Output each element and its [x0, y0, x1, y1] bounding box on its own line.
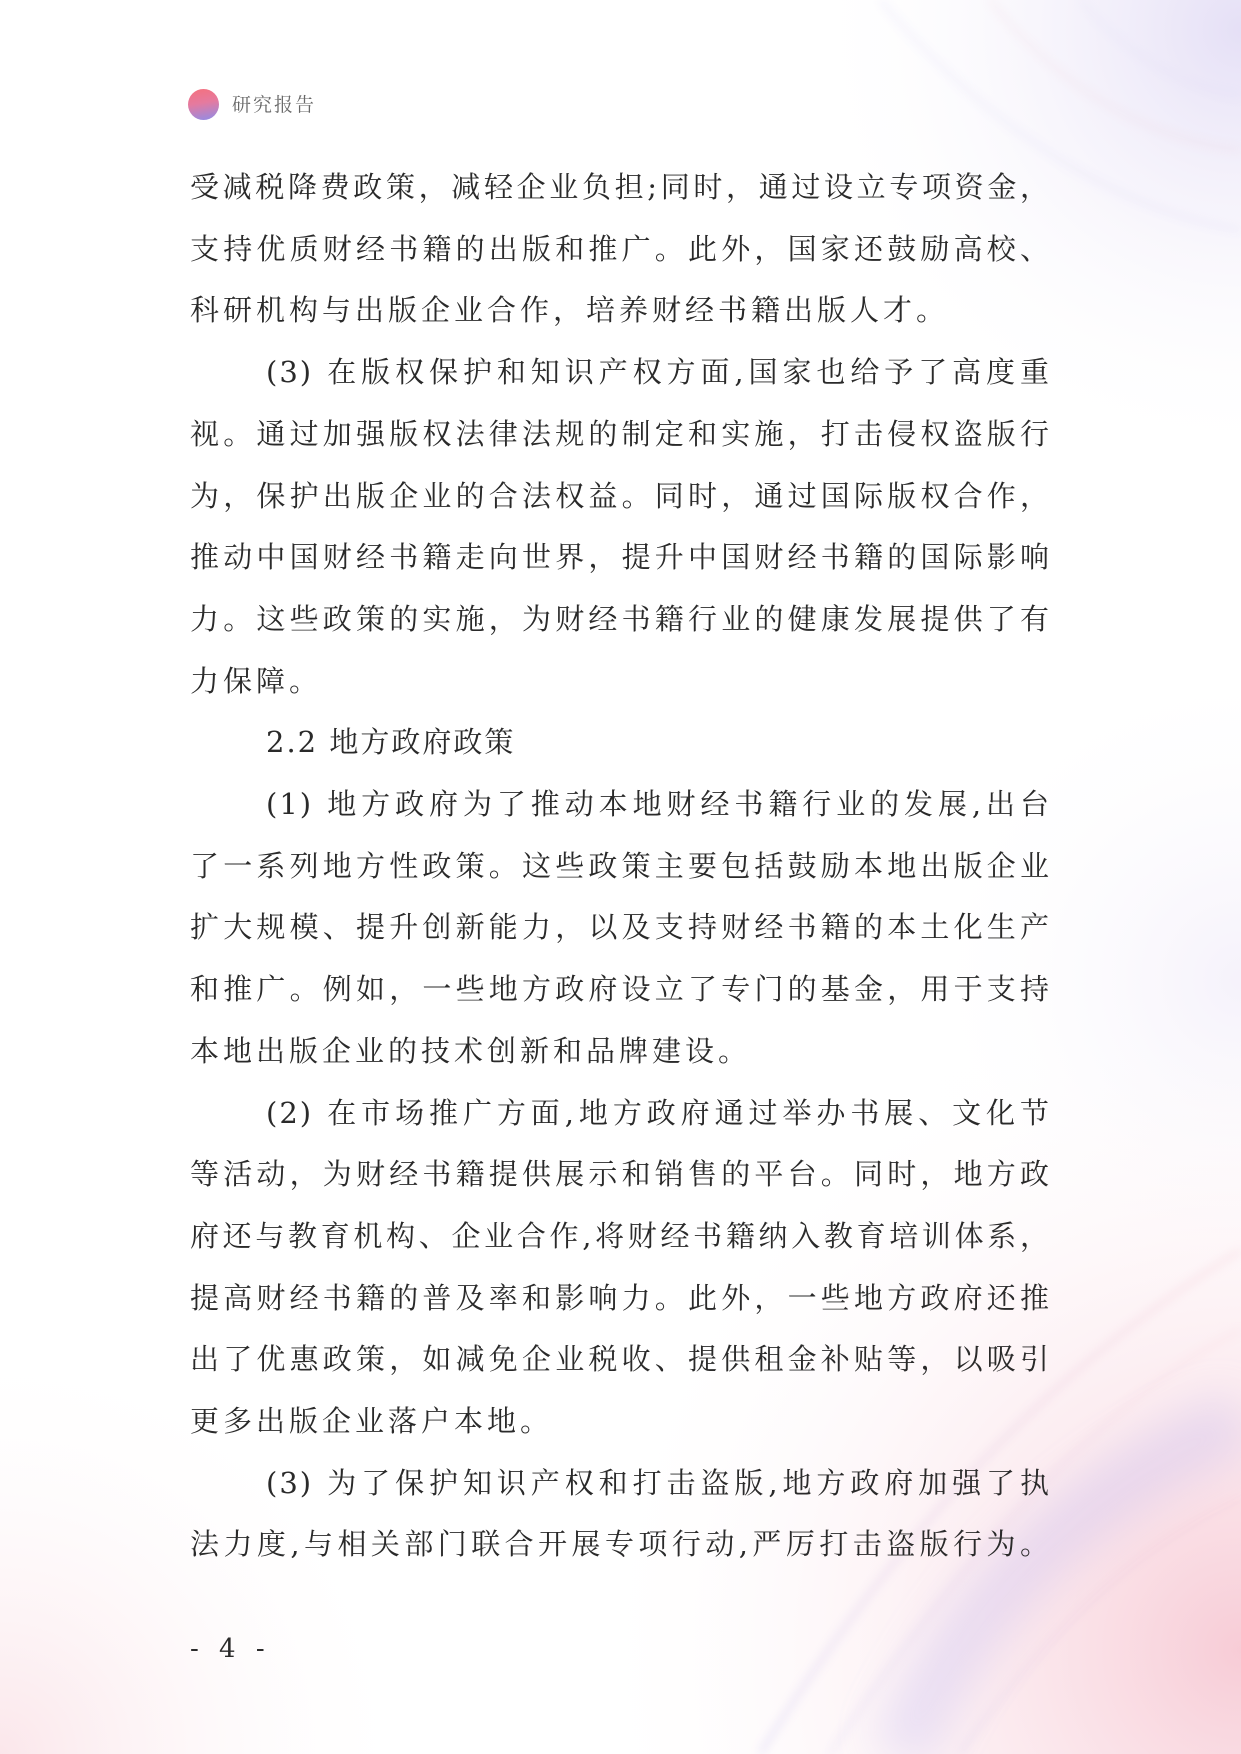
text-line: 为，保护出版企业的合法权益。同时，通过国际版权合作，: [190, 478, 1051, 513]
text-line: 法力度,与相关部门联合开展专项行动,严厉打击盗版行为。: [190, 1527, 1051, 1562]
text-line: 和推广。例如，一些地方政府设立了专门的基金，用于支持: [190, 972, 1051, 1007]
page-body: [190, 157, 1051, 1576]
text-line: 出了优惠政策，如减免企业税收、提供租金补贴等，以吸引: [190, 1342, 1051, 1377]
text-line: 力。这些政策的实施，为财经书籍行业的健康发展提供了有: [190, 601, 1051, 636]
text-line: 了一系列地方性政策。这些政策主要包括鼓励本地出版企业: [190, 848, 1051, 883]
text-line: 科研机构与出版企业合作，培养财经书籍出版人才。: [190, 293, 950, 328]
text-line: 视。通过加强版权法律法规的制定和实施，打击侵权盗版行: [190, 416, 1051, 451]
paragraph: [190, 1453, 1051, 1576]
page-number: - 4 -: [190, 1634, 271, 1664]
paragraph: [190, 1083, 1051, 1453]
paragraph: [190, 157, 1051, 342]
text-line: 受减税降费政策，减轻企业负担;同时，通过设立专项资金，: [190, 170, 1051, 204]
text-line: (1) 地方政府为了推动本地财经书籍行业的发展,出台: [266, 787, 1051, 822]
report-logo-icon: [188, 89, 219, 120]
text-line: 力保障。: [190, 663, 323, 698]
text-line: 等活动，为财经书籍提供展示和销售的平台。同时，地方政: [190, 1157, 1051, 1192]
header-label: 研究报告: [232, 94, 317, 116]
text-line: 推动中国财经书籍走向世界，提升中国财经书籍的国际影响: [190, 540, 1051, 575]
text-line: (3) 在版权保护和知识产权方面,国家也给予了高度重: [266, 355, 1051, 390]
text-line: 支持优质财经书籍的出版和推广。此外，国家还鼓励高校、: [190, 231, 1051, 266]
text-line: (3) 为了保护知识产权和打击盗版,地方政府加强了执: [266, 1465, 1051, 1500]
text-line: 扩大规模、提升创新能力，以及支持财经书籍的本土化生产: [190, 910, 1051, 945]
paragraph: [190, 774, 1051, 1083]
text-line: (2) 在市场推广方面,地方政府通过举办书展、文化节: [266, 1095, 1051, 1130]
text-line: 本地出版企业的技术创新和品牌建设。: [190, 1033, 752, 1068]
text-line: 更多出版企业落户本地。: [190, 1404, 554, 1439]
paragraph: [190, 342, 1051, 712]
text-line: 提高财经书籍的普及率和影响力。此外，一些地方政府还推: [190, 1280, 1051, 1315]
text-line: 府还与教育机构、企业合作,将财经书籍纳入教育培训体系，: [190, 1218, 1051, 1253]
section-heading: 2.2 地方政府政策: [266, 725, 516, 760]
